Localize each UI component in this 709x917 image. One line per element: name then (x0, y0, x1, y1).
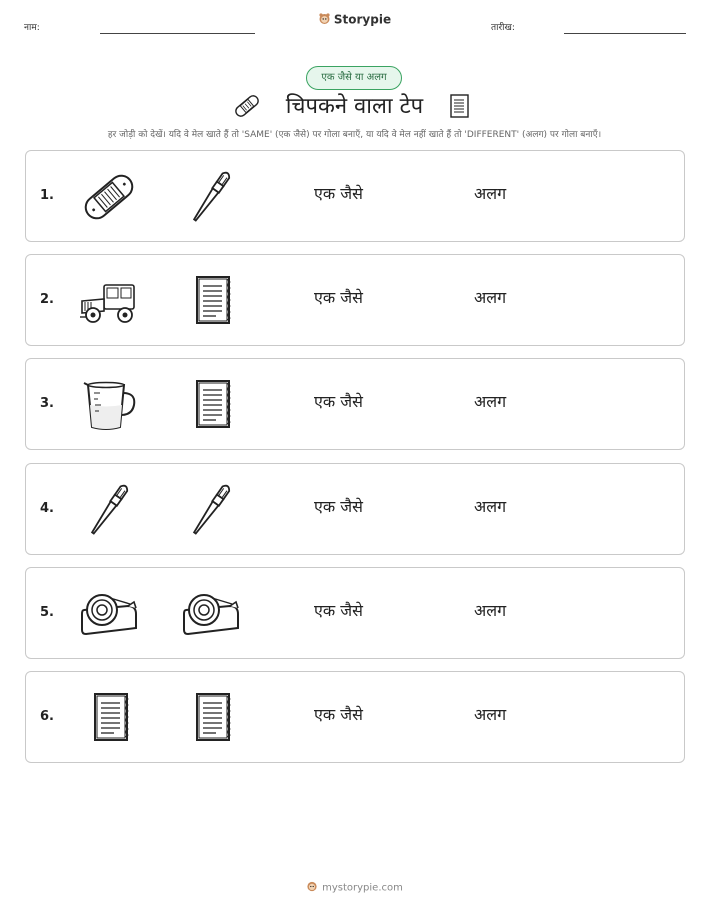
row-number: 5. (40, 605, 54, 620)
same-option[interactable]: एक जैसे (314, 705, 363, 724)
notepad-icon (180, 271, 242, 331)
same-option[interactable]: एक जैसे (314, 601, 363, 620)
measuring-cup-icon (78, 375, 140, 435)
different-option[interactable]: अलग (474, 392, 507, 411)
different-option[interactable]: अलग (474, 601, 507, 620)
notepad-icon (449, 93, 471, 123)
row-number: 6. (40, 709, 54, 724)
exercise-row (25, 150, 685, 242)
row-number: 1. (40, 188, 54, 203)
brand-logo (0, 12, 709, 28)
paintbrush-icon (180, 167, 242, 227)
different-option[interactable]: अलग (474, 497, 507, 516)
bandage-icon (78, 167, 140, 227)
same-option[interactable]: एक जैसे (314, 288, 363, 307)
instructions: हर जोड़ी को देखें। यदि वे मेल खाते हैं तो 'SAME' (एक जैसे) पर गोला बनाएँ, या यदि वे मेल नहीं खाते हैं तो 'DIFFERENT' (अलग) पर गोला बनाएँ। (107, 130, 602, 140)
notepad-icon (180, 375, 242, 435)
same-option[interactable]: एक जैसे (314, 392, 363, 411)
topic-badge: एक जैसे या अलग (306, 66, 402, 90)
row-number: 4. (40, 501, 54, 516)
exercise-row (25, 463, 685, 555)
notepad-icon (78, 688, 140, 748)
exercise-row (25, 254, 685, 346)
different-option[interactable]: अलग (474, 705, 507, 724)
paintbrush-icon (78, 480, 140, 540)
same-option[interactable]: एक जैसे (314, 184, 363, 203)
vintage-car-icon (78, 271, 140, 331)
exercise-row (25, 358, 685, 450)
paintbrush-icon (180, 480, 242, 540)
tape-dispenser-icon (180, 584, 242, 644)
different-option[interactable]: अलग (474, 288, 507, 307)
page-title: चिपकने वाला टेप (285, 94, 424, 119)
date-line[interactable] (564, 33, 686, 34)
name-line[interactable] (100, 33, 255, 34)
same-option[interactable]: एक जैसे (314, 497, 363, 516)
footer-url[interactable]: mystorypie.com (322, 882, 403, 894)
different-option[interactable]: अलग (474, 184, 507, 203)
footer (0, 880, 709, 895)
date-label: तारीख: (491, 23, 515, 33)
storypie-mascot-icon (318, 12, 331, 28)
row-number: 2. (40, 292, 54, 307)
exercise-row (25, 671, 685, 763)
tape-dispenser-icon (78, 584, 140, 644)
row-number: 3. (40, 396, 54, 411)
exercise-row (25, 567, 685, 659)
name-label: नाम: (24, 23, 40, 33)
storypie-mascot-icon (306, 880, 318, 895)
brand-name: Storypie (333, 12, 392, 27)
notepad-icon (180, 688, 242, 748)
